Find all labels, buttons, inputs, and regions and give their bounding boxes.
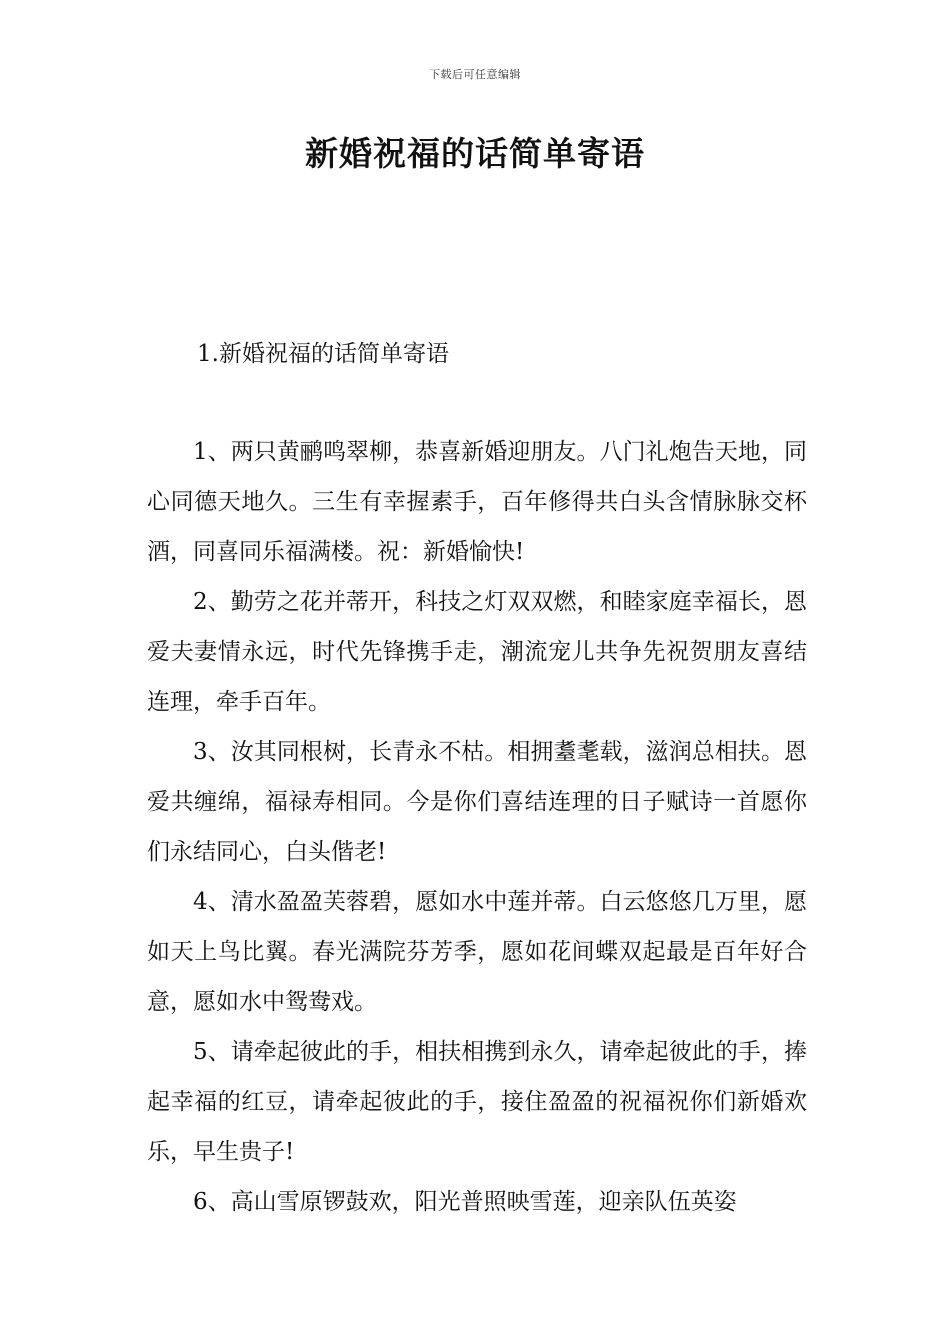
- paragraph-5: 5、请牵起彼此的手，相扶相携到永久，请牵起彼此的手，捧起幸福的红豆，请牵起彼此的手，接住盈盈的祝福祝你们新婚欢乐，早生贵子!: [147, 1039, 807, 1165]
- section-heading: 1.新婚祝福的话简单寄语: [197, 341, 449, 367]
- paragraph-2: 2、勤劳之花并蒂开，科技之灯双双燃，和睦家庭幸福长，恩爱夫妻情永远，时代先锋携手走，潮流宠儿共争先祝贺朋友喜结连理，牵手百年。: [147, 589, 807, 715]
- paragraph-6: 6、高山雪原锣鼓欢，阳光普照映雪莲，迎亲队伍英姿: [193, 1189, 737, 1215]
- paragraph-3: 3、汝其同根树，长青永不枯。相拥耋耄载，滋润总相扶。恩爱共缠绵，福禄寿相同。今是你们喜结连理的日子赋诗一首愿你们永结同心，白头偕老!: [147, 739, 807, 865]
- paragraph-4: 4、清水盈盈芙蓉碧，愿如水中莲并蒂。白云悠悠几万里，愿如天上鸟比翼。春光满院芬芳季，愿如花间蝶双起最是百年好合意，愿如水中鸳鸯戏。: [147, 889, 807, 1015]
- document-title: 新婚祝福的话简单寄语: [305, 134, 645, 173]
- document-body: [147, 427, 807, 1227]
- paragraph-1: 1、两只黄鹂鸣翠柳，恭喜新婚迎朋友。八门礼炮告天地，同心同德天地久。三生有幸握素手，百年修得共白头含情脉脉交杯酒，同喜同乐福满楼。祝：新婚愉快!: [147, 439, 807, 565]
- header-note: 下载后可任意编辑: [429, 68, 521, 81]
